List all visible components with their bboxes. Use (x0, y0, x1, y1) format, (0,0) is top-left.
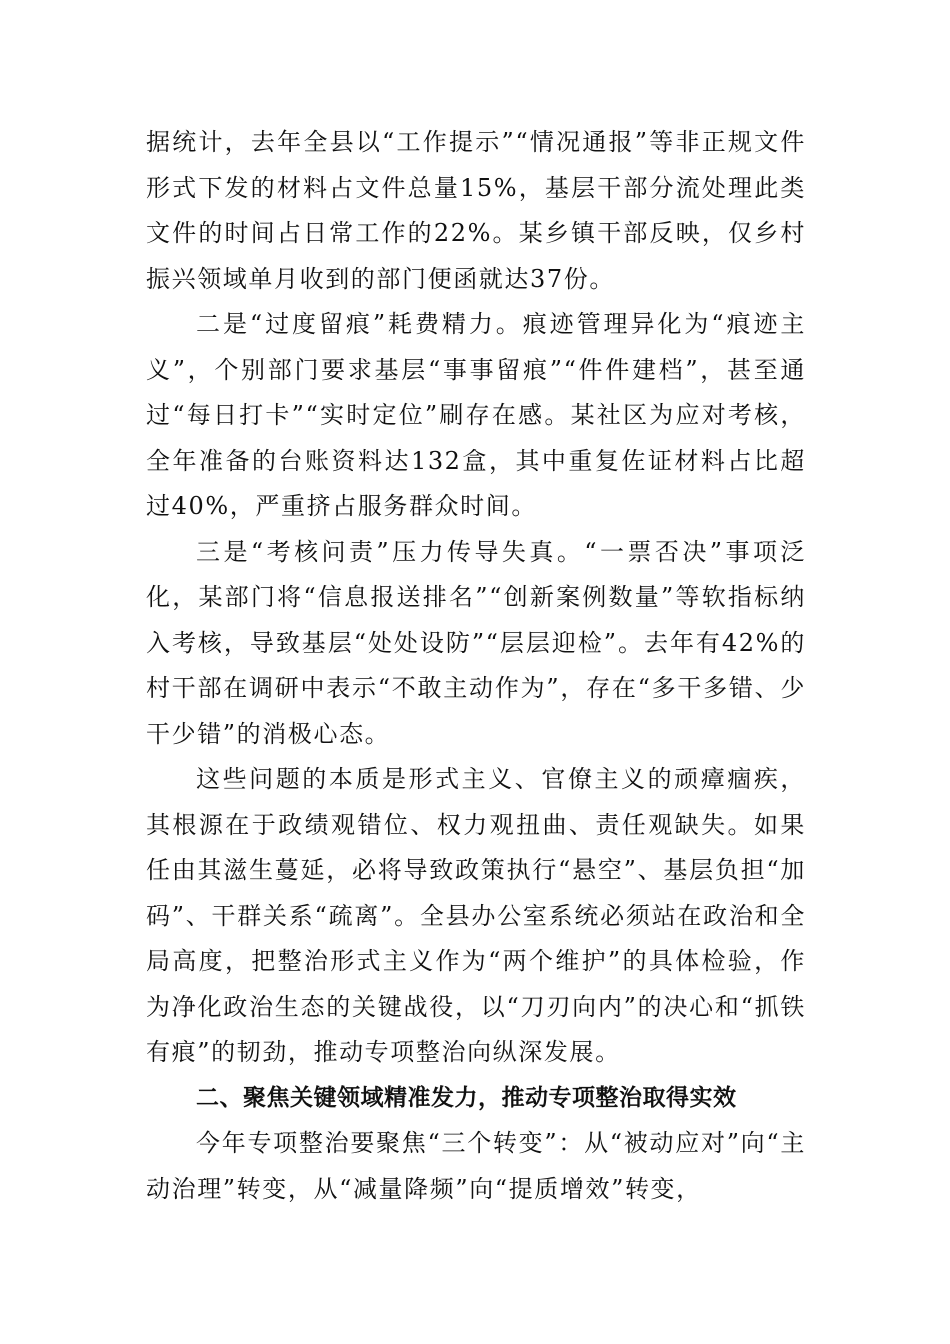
document-body (146, 120, 806, 1212)
paragraph-excessive-traces: 二是“过度留痕”耗费精力。痕迹管理异化为“痕迹主义”，个别部门要求基层“事事留痕”“件件建档”，甚至通过“每日打卡”“实时定位”刷存在感。某社区为应对考核，全年准备的台账资料达132盒，其中重复佐证材料占比超过40%，严重挤占服务群众时间。 (146, 310, 806, 520)
paragraph-assessment-accountability: 三是“考核问责”压力传导失真。“一票否决”事项泛化，某部门将“信息报送排名”“创新案例数量”等软指标纳入考核，导致基层“处处设防”“层层迎检”。去年有42%的村干部在调研中表示“不敢主动作为”，存在“多干多错、少干少错”的消极心态。 (146, 537, 806, 748)
section-heading: 二、聚焦关键领域精准发力，推动专项整治取得实效 (196, 1084, 737, 1111)
paragraph-statistics: 据统计，去年全县以“工作提示”“情况通报”等非正规文件形式下发的材料占文件总量15%，基层干部分流处理此类文件的时间占日常工作的22%。某乡镇干部反映，仅乡村振兴领域单月收到的部门便函就达37份。 (146, 128, 806, 293)
paragraph-problem-essence: 这些问题的本质是形式主义、官僚主义的顽瘴痼疾，其根源在于政绩观错位、权力观扭曲、责任观缺失。如果任由其滋生蔓延，必将导致政策执行“悬空”、基层负担“加码”、干群关系“疏离”。全县办公室系统必须站在政治和全局高度，把整治形式主义作为“两个维护”的具体检验，作为净化政治生态的关键战役，以“刀刃向内”的决心和“抓铁有痕”的韧劲，推动专项整治向纵深发展。 (146, 765, 806, 1066)
paragraph-three-transformations: 今年专项整治要聚焦“三个转变”：从“被动应对”向“主动治理”转变，从“减量降频”向“提质增效”转变， (146, 1129, 806, 1203)
